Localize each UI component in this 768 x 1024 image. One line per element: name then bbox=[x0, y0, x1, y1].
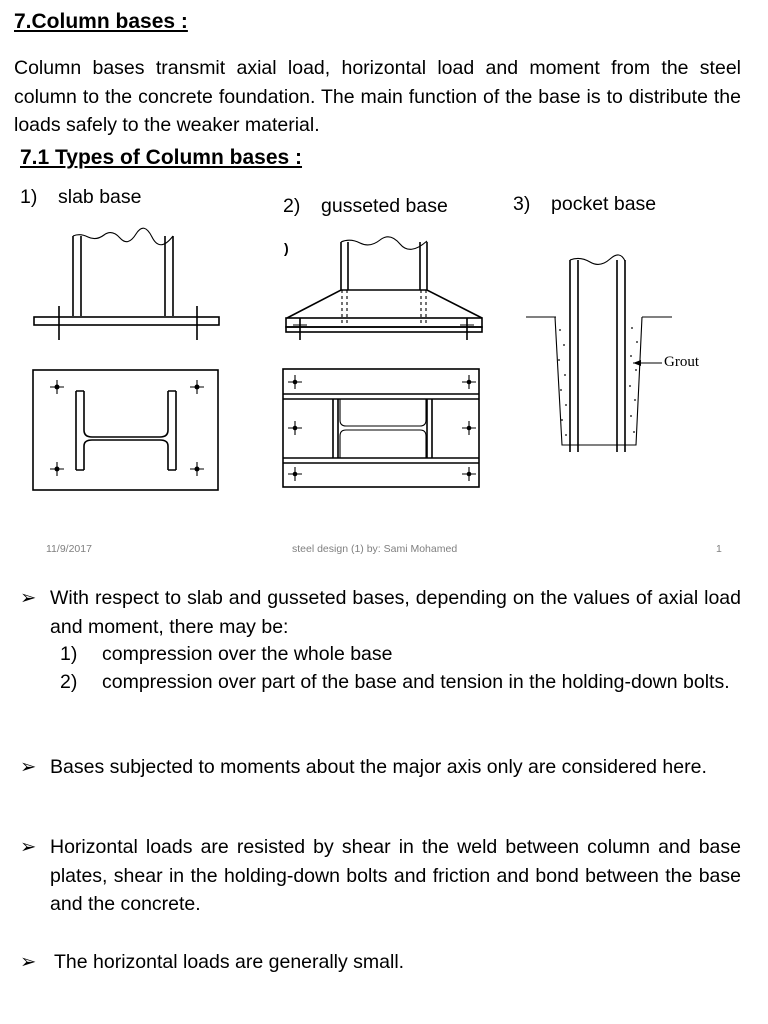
bullet-text: With respect to slab and gusseted bases, depending on the values of axial load and moment, there may be: bbox=[50, 587, 741, 638]
intro-paragraph: Column bases transmit axial load, horizontal load and moment from the steel column to the concrete foundation. The main function of the base is to distribute the loads safely to the weaker material. bbox=[14, 57, 741, 136]
footer-page-number: 1 bbox=[716, 543, 722, 555]
footer-credit: steel design (1) by: Sami Mohamed bbox=[292, 543, 458, 555]
bullet-arrow-icon: ➢ bbox=[20, 951, 37, 973]
bullet-arrow-icon: ➢ bbox=[20, 587, 37, 609]
type-number: 1) bbox=[20, 186, 38, 208]
sub-list-item bbox=[60, 640, 741, 669]
bullet-item bbox=[20, 753, 741, 782]
sub-list-text: compression over part of the base and tension in the holding-down bolts. bbox=[102, 671, 730, 693]
bullet-text: The horizontal loads are generally small. bbox=[54, 951, 405, 973]
type-name: slab base bbox=[58, 186, 142, 208]
footer-date: 11/9/2017 bbox=[46, 543, 92, 555]
bullet-arrow-icon: ➢ bbox=[20, 836, 37, 858]
type-number: 2) bbox=[283, 195, 301, 217]
sub-list-number: 2) bbox=[60, 671, 78, 693]
sub-list-text: compression over the whole base bbox=[102, 643, 393, 665]
section-heading: 7.Column bases : bbox=[14, 10, 188, 33]
type-name: gusseted base bbox=[321, 195, 448, 217]
sub-list-number: 1) bbox=[60, 643, 78, 665]
sub-list-item bbox=[60, 668, 741, 697]
bullet-text: Bases subjected to moments about the major axis only are considered here. bbox=[50, 756, 707, 778]
type-name: pocket base bbox=[551, 193, 657, 215]
bullet-item bbox=[20, 584, 741, 641]
type-number: 3) bbox=[513, 193, 531, 215]
bullet-item bbox=[20, 833, 741, 919]
bullet-arrow-icon: ➢ bbox=[20, 756, 37, 778]
stray-mark: ) bbox=[284, 240, 289, 256]
bullet-item bbox=[20, 948, 741, 977]
grout-label: Grout bbox=[664, 354, 699, 370]
types-subheading: 7.1 Types of Column bases : bbox=[20, 146, 303, 169]
bullet-text: Horizontal loads are resisted by shear in the weld between column and base plates, shear in the holding-down bolts and friction and bond between the base and the concrete. bbox=[50, 836, 741, 915]
